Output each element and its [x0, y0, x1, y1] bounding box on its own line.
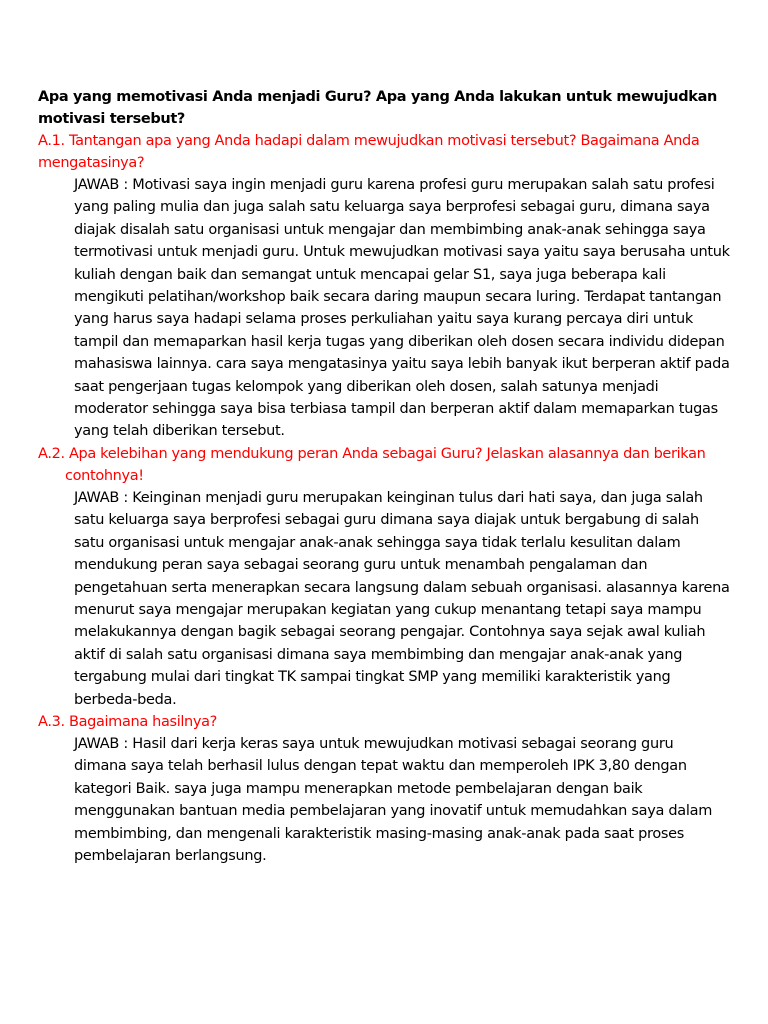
- question-a1-line1: A.1. Tantangan apa yang Anda hadapi dalam mewujudkan motivasi tersebut? Bagaimana Anda: [38, 133, 700, 149]
- question-a3-line1: A.3. Bagaimana hasilnya?: [38, 713, 218, 730]
- question-a2-line1: A.2. Apa kelebihan yang mendukung peran Anda sebagai Guru? Jelaskan alasannya dan berikan: [38, 445, 706, 462]
- question-a3: [38, 711, 730, 733]
- question-a1: [38, 130, 730, 174]
- question-a1-line2: mengatasinya?: [38, 155, 145, 171]
- document-title: Apa yang memotivasi Anda menjadi Guru? Apa yang Anda lakukan untuk mewujudkan motivasi tersebut?: [38, 89, 717, 127]
- document-body: [38, 86, 730, 867]
- question-a2-line2: contohnya!: [65, 467, 144, 484]
- answer-a3: JAWAB : Hasil dari kerja keras saya untuk mewujudkan motivasi sebagai seorang guru dimana saya telah berhasil lulus dengan tepat waktu dan memperoleh IPK 3,80 dengan kategori Baik. saya juga mampu menerapkan metode pembelajaran dengan baik menggunakan bantuan media pembelajaran yang inovatif untuk memudahkan saya dalam membimbing, dan mengenali karakteristik masing-masing anak-anak pada saat proses pembelajaran berlangsung.: [74, 735, 713, 864]
- answer-a1: JAWAB : Motivasi saya ingin menjadi guru karena profesi guru merupakan salah satu profesi yang paling mulia dan juga salah satu keluarga saya berprofesi sebagai guru, dimana saya diajak disalah satu organisasi untuk mengajar dan membimbing anak-anak sehingga saya termotivasi untuk menjadi guru. Untuk mewujudkan motivasi saya yaitu saya berusaha untuk kuliah dengan baik dan semangat untuk mencapai gelar S1, saya juga beberapa kali mengikuti pelatihan/workshop baik secara daring maupun secara luring. Terdapat tantangan yang harus saya hadapi selama proses perkuliahan yaitu saya kurang percaya diri untuk tampil dan memaparkan hasil kerja tugas yang diberikan oleh dosen secara individu didepan mahasiswa lainnya. cara saya mengatasinya yaitu saya lebih banyak ikut berperan aktif pada saat pengerjaan tugas kelompok yang diberikan oleh dosen, salah satunya menjadi moderator sehingga saya bisa terbiasa tampil dan berperan aktif dalam memaparkan tugas yang telah diberikan tersebut.: [74, 177, 730, 440]
- question-a2: [38, 443, 730, 487]
- answer-a2: JAWAB : Keinginan menjadi guru merupakan keinginan tulus dari hati saya, dan juga salah satu keluarga saya berprofesi sebagai guru dimana saya diajak untuk bergabung di salah satu organisasi untuk mengajar anak-anak sehingga saya tidak terlalu kesulitan dalam mendukung peran saya sebagai seorang guru untuk menambah pengalaman dan pengetahuan serta menerapkan secara langsung dalam sebuah organisasi. alasannya karena menurut saya mengajar merupakan kegiatan yang cukup menantang tetapi saya mampu melakukannya dengan bagik sebagai seorang pengajar. Contohnya saya sejak awal kuliah aktif di salah satu organisasi dimana saya membimbing dan mengajar anak-anak yang tergabung mulai dari tingkat TK sampai tingkat SMP yang memiliki karakteristik yang berbeda-beda.: [74, 489, 730, 708]
